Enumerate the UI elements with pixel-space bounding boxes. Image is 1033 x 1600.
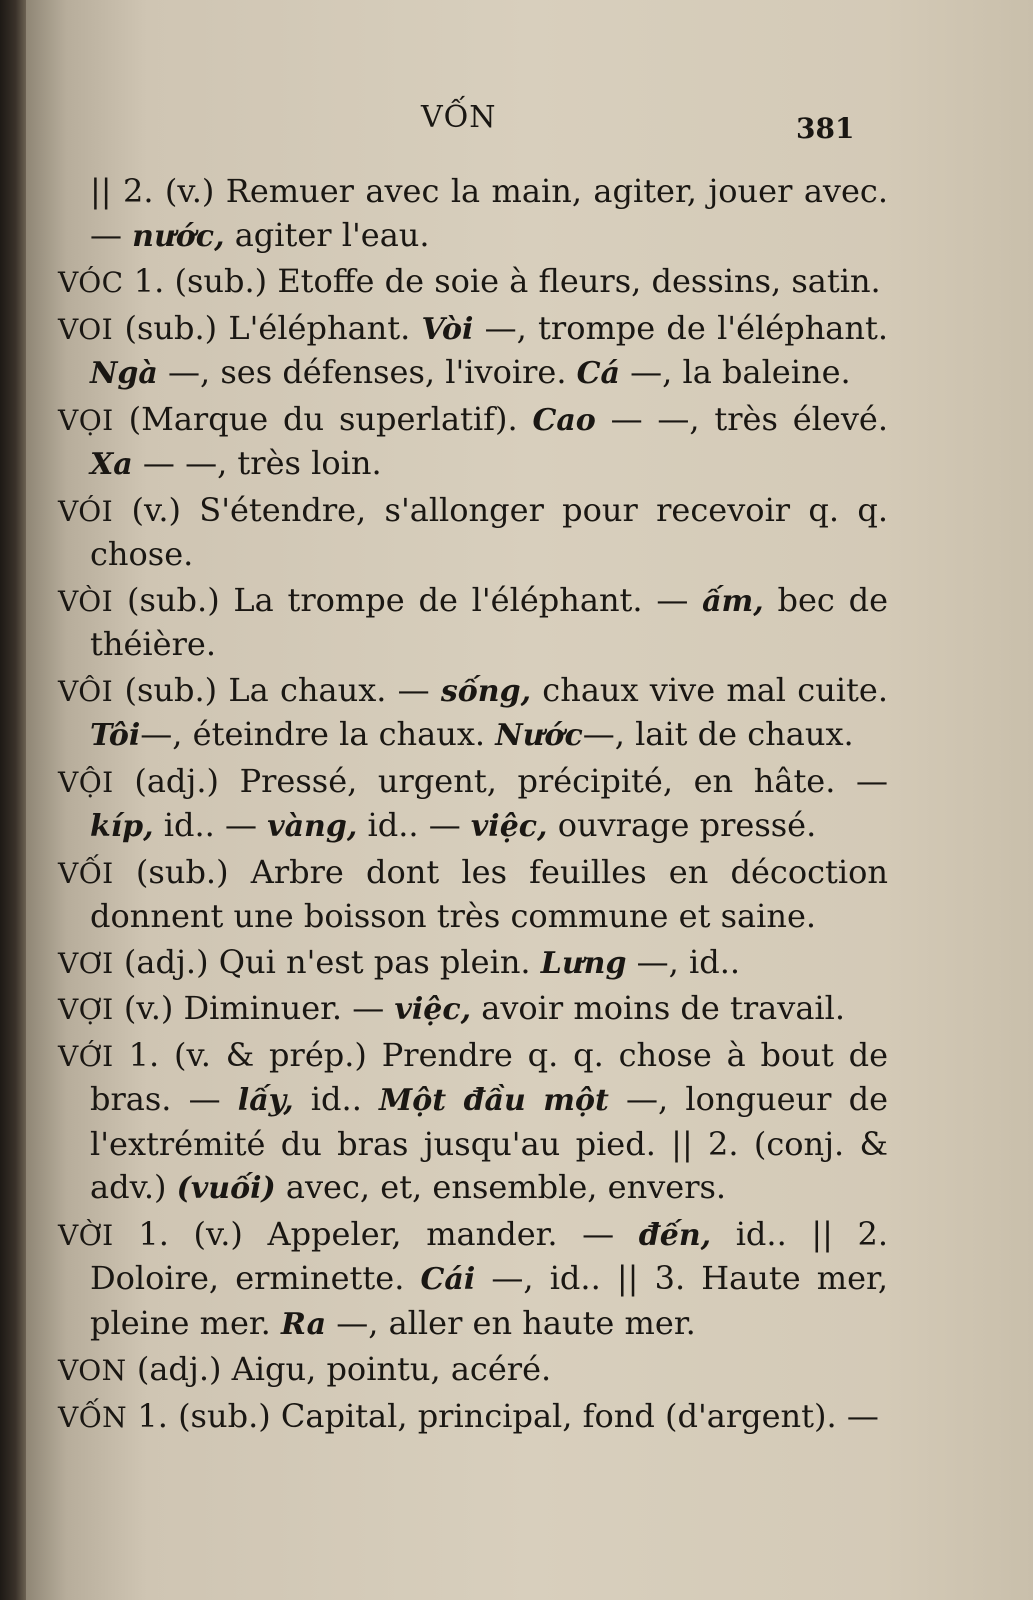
dictionary-entry: [58, 987, 888, 1032]
dictionary-entry: [58, 579, 888, 667]
running-head: VỐN: [421, 100, 497, 135]
entry-headword: VỜI: [58, 1218, 114, 1252]
definition-text: 1. (v. & prép.) Prendre q. q. chose à bout de bras. —: [90, 1035, 889, 1118]
definition-text: id.. —: [153, 806, 268, 844]
dictionary-entry: [58, 1034, 888, 1211]
definition-text: —, id.. || 3. Haute mer, pleine mer.: [90, 1259, 889, 1342]
dictionary-entry: [58, 398, 888, 487]
definition-text: —, la baleine.: [620, 353, 851, 391]
definition-text: —, aller en haute mer.: [326, 1303, 696, 1342]
dictionary-entry: [58, 1348, 888, 1393]
definition-text: id.. || 2. Doloire, erminette.: [90, 1214, 889, 1297]
definition-text: —, longueur de l'extrémité du bras jusqu'au pied. || 2. (conj. & adv.): [90, 1080, 889, 1206]
entry-headword: VỐI: [58, 856, 114, 890]
definition-text: 1. (sub.) Capital, principal, fond (d'argent). —: [137, 1396, 879, 1435]
vietnamese-example: Tôi: [90, 718, 141, 753]
definition-text: 1. (sub.) Etoffe de soie à fleurs, dessins, satin.: [133, 262, 881, 300]
definition-text: avec, et, ensemble, envers.: [275, 1168, 727, 1206]
dictionary-entry: [58, 489, 888, 577]
vietnamese-example: Lưng: [540, 945, 627, 981]
definition-text: 1. (v.) Appeler, mander. —: [138, 1214, 639, 1253]
definition-text: (v.) S'étendre, s'allonger pour recevoir q. q. chose.: [90, 490, 888, 573]
entry-headword: VÒI: [58, 584, 114, 618]
vietnamese-example: việc,: [470, 809, 548, 844]
dictionary-entry: [58, 1395, 888, 1440]
vietnamese-example: (vuối): [176, 1171, 276, 1206]
vietnamese-example: sống,: [440, 673, 532, 709]
entry-headword: VỢI: [58, 993, 114, 1026]
definition-text: chaux vive mal cuite.: [531, 670, 889, 709]
definition-text: — —, très loin.: [132, 444, 382, 482]
definition-text: —, trompe de l'éléphant.: [473, 308, 889, 347]
definition-text: —, id..: [626, 942, 741, 981]
definition-text: (sub.) La trompe de l'éléphant. —: [127, 580, 703, 619]
definition-text: (Marque du superlatif).: [128, 399, 533, 438]
dictionary-entry: [58, 669, 888, 758]
vietnamese-example: kíp,: [90, 809, 154, 844]
dictionary-entry: [58, 760, 888, 849]
entry-headword: VỌI: [58, 403, 114, 437]
vietnamese-example: ấm,: [702, 583, 764, 619]
definition-text: (sub.) L'éléphant.: [124, 308, 422, 347]
definition-text: (v.) Diminuer. —: [123, 989, 395, 1027]
vietnamese-example: Nước: [495, 718, 583, 753]
definition-text: ouvrage pressé.: [547, 806, 817, 844]
vietnamese-example: đến,: [638, 1217, 712, 1253]
definition-text: id..: [293, 1080, 380, 1118]
dictionary-page: [26, 0, 1033, 1600]
definition-text: (sub.) Arbre dont les feuilles en décoction donnent une boisson très commune et saine.: [90, 852, 889, 935]
entry-headword: VOI: [58, 312, 114, 346]
vietnamese-example: Cao: [532, 402, 596, 438]
page-header: [26, 100, 1033, 150]
definition-text: — —, très élevé.: [595, 399, 889, 438]
definition-text: —, ses défenses, l'ivoire.: [157, 353, 577, 391]
entry-headword: VON: [58, 1354, 127, 1387]
definition-text: —, lait de chaux.: [582, 715, 854, 753]
vietnamese-example: nước,: [132, 218, 225, 254]
definition-text: agiter l'eau.: [224, 215, 430, 254]
definition-text: id.. —: [357, 806, 471, 844]
vietnamese-example: việc,: [394, 992, 472, 1027]
page-number: 381: [796, 112, 855, 145]
definition-text: avoir moins de travail.: [471, 989, 846, 1027]
entry-headword: VÓC: [58, 266, 124, 299]
definition-text: (sub.) La chaux. —: [124, 670, 441, 709]
vietnamese-example: Ra: [281, 1306, 327, 1342]
vietnamese-example: Vòi: [421, 311, 474, 347]
entry-headword: VỘI: [58, 765, 114, 799]
entry-headword: VÓI: [58, 494, 114, 528]
vietnamese-example: lấy,: [237, 1083, 294, 1118]
definition-text: (adj.) Aigu, pointu, acéré.: [136, 1350, 552, 1388]
vietnamese-example: Một đầu một: [379, 1083, 609, 1118]
dictionary-entry: [58, 170, 888, 258]
dictionary-entry: [58, 307, 888, 396]
dictionary-entry: [58, 1213, 888, 1347]
dictionary-entry: [58, 851, 888, 939]
entry-headword: VỚI: [58, 1039, 114, 1073]
definition-text: —, éteindre la chaux.: [140, 715, 496, 753]
vietnamese-example: vàng,: [267, 809, 358, 844]
definition-text: bec de théière.: [90, 580, 889, 663]
entry-list: [58, 170, 888, 1441]
dictionary-entry: [58, 941, 888, 986]
vietnamese-example: Cá: [576, 356, 620, 391]
definition-text: || 2. (v.) Remuer avec la main, agiter, jouer avec. —: [90, 172, 888, 254]
definition-text: (adj.) Pressé, urgent, précipité, en hâte. —: [134, 761, 889, 800]
vietnamese-example: Xa: [90, 447, 133, 482]
book-spine-shadow: [0, 0, 26, 1600]
entry-headword: VƠI: [58, 946, 114, 980]
entry-headword: VÔI: [58, 674, 114, 708]
entry-headword: VỐN: [58, 1400, 128, 1434]
definition-text: (adj.) Qui n'est pas plein.: [123, 942, 541, 981]
vietnamese-example: Cái: [420, 1262, 476, 1297]
vietnamese-example: Ngà: [90, 356, 158, 391]
dictionary-entry: [58, 260, 888, 305]
